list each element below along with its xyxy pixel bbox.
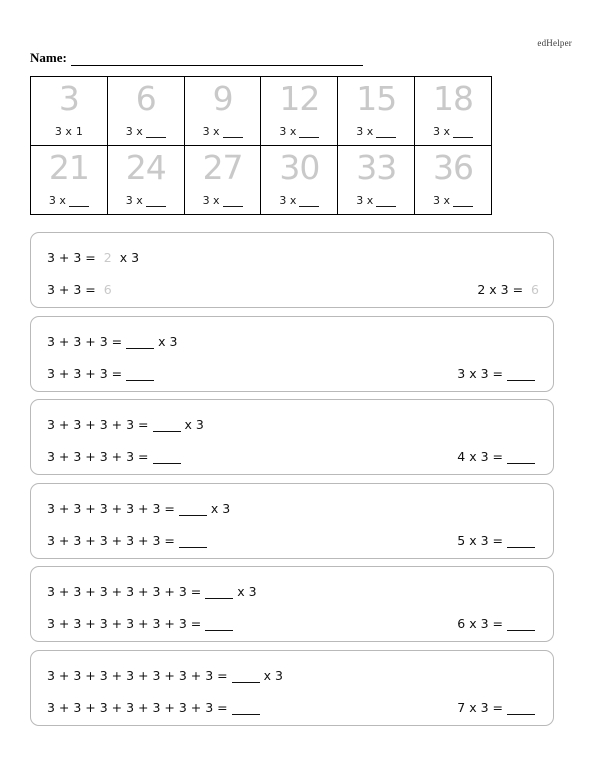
problem-line-sum <box>47 449 185 464</box>
skip-count-number: 6 <box>135 79 156 118</box>
multiplier-suffix: x 3 <box>237 584 257 599</box>
problem-line-sum <box>47 533 211 548</box>
problem-box <box>30 316 554 392</box>
skip-count-number: 36 <box>433 148 474 187</box>
problem-line-sum <box>47 700 264 715</box>
skip-count-cell[interactable] <box>185 146 262 214</box>
problem-line-multiplication <box>457 449 539 464</box>
addition-expression: 3 + 3 = <box>47 282 96 297</box>
skip-count-equation <box>433 194 473 207</box>
equation-prefix: 3 x <box>202 194 220 207</box>
answer-blank[interactable] <box>376 127 396 138</box>
equation-prefix: 3 x <box>356 194 374 207</box>
multiplier-suffix: x 3 <box>184 417 204 432</box>
addition-expression: 3 + 3 + 3 + 3 + 3 = <box>47 532 175 548</box>
problem-box <box>30 650 554 726</box>
skip-count-row <box>31 146 491 214</box>
prefilled-answer: 6 <box>103 282 112 297</box>
multiplier-suffix: x 3 <box>119 250 140 265</box>
problem-line-multiplication <box>457 616 539 631</box>
equation-prefix: 3 x <box>48 194 66 207</box>
answer-blank[interactable] <box>179 536 207 548</box>
addition-expression: 3 + 3 + 3 = <box>47 333 123 349</box>
answer-blank[interactable] <box>146 196 166 207</box>
equation-prefix: 3 x <box>279 125 297 138</box>
addition-expression: 3 + 3 + 3 + 3 = <box>47 449 149 464</box>
multiplication-expression: 3 x 3 = <box>457 365 503 381</box>
skip-count-grid <box>30 76 492 215</box>
skip-count-number: 33 <box>356 148 397 187</box>
problem-line-repeated-addition <box>47 584 257 599</box>
problem-line-multiplication <box>457 700 539 715</box>
answer-blank[interactable] <box>507 619 535 631</box>
skip-count-cell[interactable] <box>415 77 491 145</box>
skip-count-equation <box>356 194 396 207</box>
skip-count-equation <box>279 125 319 138</box>
answer-blank[interactable] <box>507 369 535 381</box>
addition-expression: 3 + 3 + 3 = <box>47 365 123 381</box>
equation-prefix: 3 x <box>279 194 297 207</box>
addition-expression: 3 + 3 + 3 + 3 = <box>47 417 149 432</box>
answer-blank[interactable] <box>153 420 181 432</box>
answer-blank[interactable] <box>69 196 89 207</box>
answer-blank[interactable] <box>453 196 473 207</box>
answer-blank[interactable] <box>126 337 154 349</box>
multiplication-expression: 2 x 3 = <box>477 282 524 297</box>
problem-line-repeated-addition <box>47 668 283 683</box>
skip-count-number: 15 <box>356 79 397 118</box>
skip-count-cell[interactable] <box>31 146 108 214</box>
skip-count-cell[interactable] <box>338 146 415 214</box>
problem-box <box>30 232 554 308</box>
addition-expression: 3 + 3 = <box>47 250 96 265</box>
skip-count-equation <box>279 194 319 207</box>
skip-count-number: 9 <box>212 79 233 118</box>
problem-line-repeated-addition <box>47 334 177 349</box>
problem-line-sum <box>47 366 158 381</box>
problem-line-multiplication <box>457 366 539 381</box>
skip-count-equation <box>433 125 473 138</box>
skip-count-number: 3 <box>58 79 79 118</box>
problem-line-repeated-addition <box>47 501 230 516</box>
name-input-line[interactable] <box>71 52 363 66</box>
answer-blank[interactable] <box>153 452 181 464</box>
addition-expression: 3 + 3 + 3 + 3 + 3 = <box>47 500 175 516</box>
skip-count-cell[interactable] <box>261 77 338 145</box>
answer-blank[interactable] <box>453 127 473 138</box>
answer-blank[interactable] <box>223 196 243 207</box>
skip-count-number: 18 <box>433 79 474 118</box>
multiplication-expression: 5 x 3 = <box>457 532 503 548</box>
skip-count-cell[interactable] <box>185 77 262 145</box>
skip-count-number: 27 <box>202 148 243 187</box>
skip-count-equation <box>126 125 166 138</box>
answer-blank[interactable] <box>507 536 535 548</box>
skip-count-cell[interactable] <box>415 146 491 214</box>
answer-blank[interactable] <box>232 703 260 715</box>
skip-count-number: 21 <box>48 148 89 187</box>
skip-count-equation <box>203 194 243 207</box>
answer-blank[interactable] <box>205 619 233 631</box>
problem-line-repeated-addition <box>47 250 139 265</box>
addition-expression: 3 + 3 + 3 + 3 + 3 + 3 + 3 = <box>47 667 228 683</box>
multiplier-suffix: x 3 <box>263 667 283 683</box>
equation-prefix: 3 x <box>433 125 451 138</box>
problem-line-multiplication <box>457 533 539 548</box>
problem-box <box>30 399 554 475</box>
equation-prefix: 3 x <box>125 125 143 138</box>
skip-count-equation <box>356 125 396 138</box>
skip-count-number: 30 <box>279 148 320 187</box>
skip-count-cell[interactable] <box>31 77 108 145</box>
answer-blank[interactable] <box>205 587 233 599</box>
answer-blank[interactable] <box>507 452 535 464</box>
skip-count-equation <box>126 194 166 207</box>
prefilled-answer: 2 <box>103 250 112 265</box>
skip-count-cell[interactable] <box>261 146 338 214</box>
skip-count-equation <box>49 194 89 207</box>
addition-expression: 3 + 3 + 3 + 3 + 3 + 3 = <box>47 584 202 599</box>
answer-blank[interactable] <box>232 671 260 683</box>
skip-count-cell[interactable] <box>338 77 415 145</box>
answer-blank[interactable] <box>223 127 243 138</box>
equation-prefix: 3 x <box>54 125 72 138</box>
answer-blank[interactable] <box>299 127 319 138</box>
prefilled-answer: 6 <box>531 282 539 297</box>
answer-value: 1 <box>75 125 83 138</box>
problem-line-repeated-addition <box>47 417 204 432</box>
equation-prefix: 3 x <box>356 125 374 138</box>
addition-expression: 3 + 3 + 3 + 3 + 3 + 3 = <box>47 616 202 631</box>
skip-count-number: 12 <box>279 79 320 118</box>
skip-count-number: 24 <box>125 148 166 187</box>
multiplier-suffix: x 3 <box>210 500 231 516</box>
equation-prefix: 3 x <box>433 194 451 207</box>
multiplication-expression: 6 x 3 = <box>457 616 503 631</box>
addition-expression: 3 + 3 + 3 + 3 + 3 + 3 + 3 = <box>47 699 228 715</box>
brand-logo: edHelper <box>537 38 572 48</box>
skip-count-cell[interactable] <box>108 146 185 214</box>
multiplication-expression: 7 x 3 = <box>457 699 503 715</box>
name-field-row <box>30 50 363 66</box>
answer-blank[interactable] <box>146 127 166 138</box>
equation-prefix: 3 x <box>202 125 220 138</box>
equation-prefix: 3 x <box>125 194 143 207</box>
answer-blank[interactable] <box>376 196 396 207</box>
answer-blank[interactable] <box>126 369 154 381</box>
skip-count-equation <box>203 125 243 138</box>
multiplier-suffix: x 3 <box>158 333 178 349</box>
answer-blank[interactable] <box>507 703 535 715</box>
problem-line-sum <box>47 282 112 297</box>
skip-count-equation <box>55 125 83 138</box>
skip-count-cell[interactable] <box>108 77 185 145</box>
answer-blank[interactable] <box>179 504 207 516</box>
multiplication-expression: 4 x 3 = <box>457 449 503 464</box>
problem-line-sum <box>47 616 237 631</box>
name-label: Name: <box>30 50 67 65</box>
problem-box <box>30 566 554 642</box>
answer-blank[interactable] <box>299 196 319 207</box>
problem-line-multiplication <box>477 282 539 297</box>
problem-box <box>30 483 554 559</box>
skip-count-row <box>31 77 491 146</box>
